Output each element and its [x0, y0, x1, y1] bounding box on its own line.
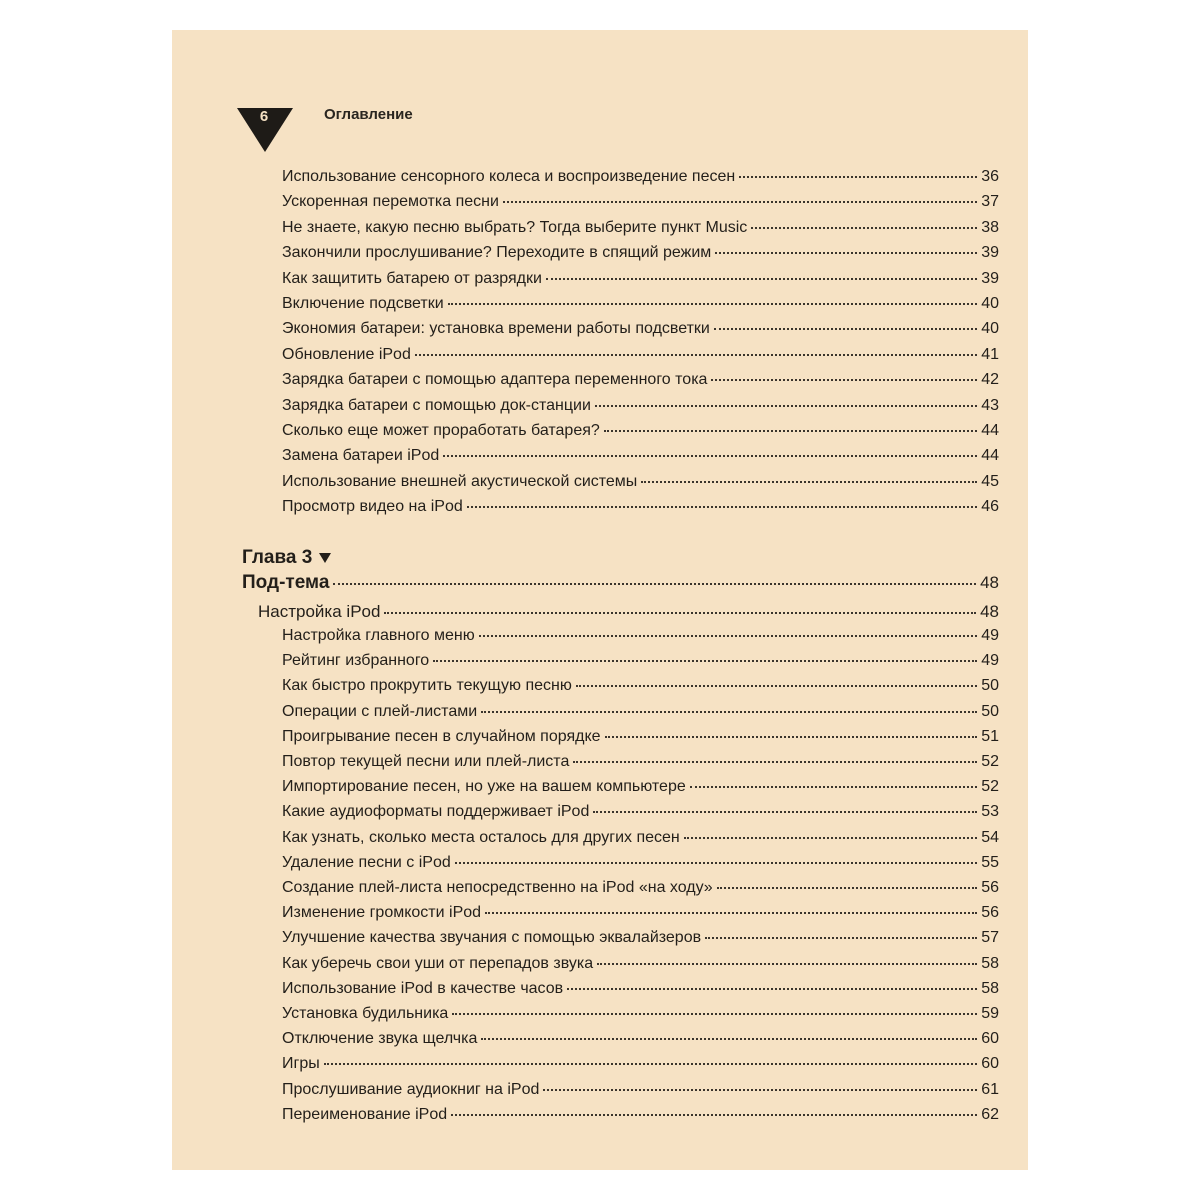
toc-entry-page: 62	[981, 1105, 999, 1123]
toc-entry-page: 50	[981, 702, 999, 720]
toc-entry-page: 50	[981, 677, 999, 695]
toc-entry-page: 36	[981, 168, 999, 185]
toc-entry-label: Игры	[282, 1055, 320, 1073]
toc-entry-label: Зарядка батареи с помощью адаптера переменного тока	[282, 371, 708, 389]
toc-entry[interactable]	[282, 929, 999, 947]
dot-leader	[485, 912, 977, 914]
toc-entry-label: Сколько еще может проработать батарея?	[282, 422, 600, 439]
toc-entry-page: 55	[981, 853, 999, 871]
triangle-down-icon	[318, 552, 332, 564]
toc-topic-label: Под-тема	[242, 572, 330, 593]
toc-entry-page: 58	[981, 979, 999, 997]
toc-entry[interactable]	[282, 627, 999, 645]
toc-entry-label: Улучшение качества звучания с помощью эквалайзеров	[282, 929, 702, 947]
toc-entry-page: 60	[981, 1055, 999, 1073]
dot-leader	[451, 1114, 977, 1116]
toc-entry[interactable]	[282, 320, 999, 338]
toc-entry-label: Закончили прослушивание? Переходите в спящий режим	[282, 244, 712, 262]
toc-entry-page: 52	[981, 753, 999, 770]
toc-entry-label: Использование сенсорного колеса и воспроизведение песен	[282, 168, 736, 185]
toc-entry-label: Просмотр видео на iPod	[282, 498, 463, 516]
dot-leader	[503, 201, 977, 203]
dot-leader	[333, 583, 976, 585]
toc-entry-label: Какие аудиоформаты поддерживает iPod	[282, 803, 590, 821]
toc-entry-page: 53	[981, 803, 999, 821]
dot-leader	[479, 635, 977, 637]
toc-entry[interactable]	[282, 498, 999, 516]
dot-leader	[546, 278, 977, 280]
toc-entry-label: Ускоренная перемотка песни	[282, 193, 499, 211]
toc-entry[interactable]	[282, 1005, 999, 1023]
dot-leader	[641, 481, 977, 483]
toc-entry-page: 59	[981, 1005, 999, 1022]
toc-topic-page: 48	[980, 573, 999, 592]
dot-leader	[705, 937, 977, 939]
dot-leader	[415, 354, 977, 356]
toc-entry-label: Настройка главного меню	[282, 627, 475, 644]
toc-entry[interactable]	[282, 854, 999, 872]
dot-leader	[443, 455, 977, 457]
toc-entry[interactable]	[282, 728, 999, 746]
toc-entry-page: 43	[981, 396, 999, 414]
dot-leader	[717, 887, 978, 889]
dot-leader	[481, 711, 977, 713]
toc-entry-page: 61	[981, 1080, 999, 1098]
toc-entry-page: 39	[981, 269, 999, 287]
toc-entry[interactable]	[282, 295, 999, 313]
toc-entry-label: Использование внешней акустической системы	[282, 472, 638, 490]
toc-entry-page: 40	[981, 295, 999, 312]
toc-entry[interactable]	[282, 879, 999, 897]
dot-leader	[751, 227, 977, 229]
toc-entry-label: Импортирование песен, но уже на вашем компьютере	[282, 778, 686, 796]
dot-leader	[467, 506, 977, 508]
toc-entry[interactable]	[282, 397, 999, 415]
toc-entry-label: Обновление iPod	[282, 345, 411, 363]
toc-topic-entry[interactable]	[242, 572, 999, 594]
dot-leader	[605, 736, 978, 738]
toc-entry[interactable]	[282, 778, 999, 796]
toc-entry-page: 49	[981, 652, 999, 670]
chapter-heading	[242, 547, 332, 569]
toc-entry-page: 41	[981, 345, 999, 363]
toc-entry-label: Рейтинг избранного	[282, 652, 430, 670]
dot-leader	[576, 685, 977, 687]
dot-leader	[481, 1038, 977, 1040]
toc-entry[interactable]	[282, 473, 999, 491]
toc-entry[interactable]	[282, 346, 999, 364]
page-title: Оглавление	[324, 106, 413, 123]
toc-entry[interactable]	[282, 193, 999, 211]
book-page	[172, 30, 1028, 1170]
toc-entry-label: Как защитить батарею от разрядки	[282, 269, 542, 287]
toc-entry[interactable]	[282, 270, 999, 288]
toc-entry-page: 38	[981, 218, 999, 236]
toc-entry-page: 44	[981, 447, 999, 465]
dot-leader	[452, 1013, 977, 1015]
toc-entry[interactable]	[282, 829, 999, 847]
toc-entry-page: 46	[981, 498, 999, 516]
toc-entry-label: Установка будильника	[282, 1005, 449, 1022]
toc-entry-page: 52	[981, 778, 999, 796]
toc-entry-label: Переименование iPod	[282, 1105, 448, 1123]
toc-entry-page: 37	[981, 193, 999, 211]
toc-entry[interactable]	[282, 803, 999, 821]
toc-entry-label: Создание плей-листа непосредственно на iPod «на ходу»	[282, 879, 713, 896]
toc-entry-page: 51	[981, 727, 999, 745]
toc-entry[interactable]	[282, 447, 999, 465]
toc-entry[interactable]	[282, 1055, 999, 1073]
toc-entry-label: Удаление песни с iPod	[282, 853, 451, 871]
dot-leader	[448, 303, 978, 305]
toc-entry-label: Как уберечь свои уши от перепадов звука	[282, 954, 594, 972]
chapter-title: Глава 3	[242, 547, 313, 568]
page-number: 6	[259, 108, 269, 125]
toc-entry-page: 56	[981, 904, 999, 922]
toc-entry-page: 58	[981, 954, 999, 972]
dot-leader	[455, 862, 977, 864]
toc-entry-label: Прослушивание аудиокниг на iPod	[282, 1080, 540, 1098]
toc-entry-page: 49	[981, 627, 999, 644]
toc-entry-page: 60	[981, 1030, 999, 1048]
dot-leader	[573, 761, 977, 763]
toc-entry[interactable]	[282, 219, 999, 237]
toc-entry-page: 44	[981, 422, 999, 439]
toc-entry[interactable]	[282, 422, 999, 440]
toc-entry-label: Экономия батареи: установка времени работы подсветки	[282, 320, 710, 338]
toc-entry[interactable]	[282, 980, 999, 998]
toc-entry[interactable]	[282, 677, 999, 695]
toc-entry-label: Изменение громкости iPod	[282, 904, 482, 922]
toc-entry[interactable]	[282, 168, 999, 186]
toc-entry-label: Проигрывание песен в случайном порядке	[282, 727, 601, 745]
toc-entry-page: 54	[981, 828, 999, 846]
toc-entry-page: 45	[981, 472, 999, 490]
toc-entry[interactable]	[282, 652, 999, 670]
dot-leader	[714, 328, 977, 330]
toc-entry-label: Повтор текущей песни или плей-листа	[282, 753, 570, 770]
dot-leader	[595, 405, 977, 407]
dot-leader	[684, 837, 977, 839]
toc-section-entry[interactable]	[258, 602, 999, 622]
toc-entry-page: 42	[981, 371, 999, 389]
toc-entry[interactable]	[282, 1106, 999, 1124]
dot-leader	[597, 963, 977, 965]
toc-entry-page: 40	[981, 320, 999, 338]
dot-leader	[593, 811, 977, 813]
toc-entry[interactable]	[282, 244, 999, 262]
toc-entry-label: Замена батареи iPod	[282, 447, 440, 465]
dot-leader	[711, 379, 977, 381]
toc-entry-label: Отключение звука щелчка	[282, 1030, 478, 1048]
toc-entry-page: 39	[981, 244, 999, 262]
dot-leader	[604, 430, 977, 432]
dot-leader	[739, 176, 977, 178]
dot-leader	[715, 252, 977, 254]
dot-leader	[384, 612, 976, 614]
toc-entry[interactable]	[282, 1081, 999, 1099]
toc-entry-label: Как узнать, сколько места осталось для других песен	[282, 828, 680, 846]
dot-leader	[690, 786, 977, 788]
dot-leader	[324, 1063, 977, 1065]
toc-entry-label: Не знаете, какую песню выбрать? Тогда выберите пункт Music	[282, 218, 748, 236]
dot-leader	[433, 660, 977, 662]
toc-section-page: 48	[980, 602, 999, 621]
toc-entry-page: 56	[981, 879, 999, 896]
toc-entry[interactable]	[282, 703, 999, 721]
toc-entry[interactable]	[282, 753, 999, 771]
toc-entry-label: Как быстро прокрутить текущую песню	[282, 677, 572, 695]
toc-entry[interactable]	[282, 904, 999, 922]
dot-leader	[543, 1089, 977, 1091]
toc-entry-page: 57	[981, 929, 999, 947]
toc-section-label: Настройка iPod	[258, 602, 381, 621]
toc-entry[interactable]	[282, 955, 999, 973]
toc-entry-label: Операции с плей-листами	[282, 702, 478, 720]
toc-entry-label: Включение подсветки	[282, 295, 444, 312]
toc-entry[interactable]	[282, 371, 999, 389]
toc-entry-label: Использование iPod в качестве часов	[282, 979, 564, 997]
dot-leader	[567, 988, 977, 990]
toc-entry[interactable]	[282, 1030, 999, 1048]
toc-entry-label: Зарядка батареи с помощью док-станции	[282, 396, 591, 414]
